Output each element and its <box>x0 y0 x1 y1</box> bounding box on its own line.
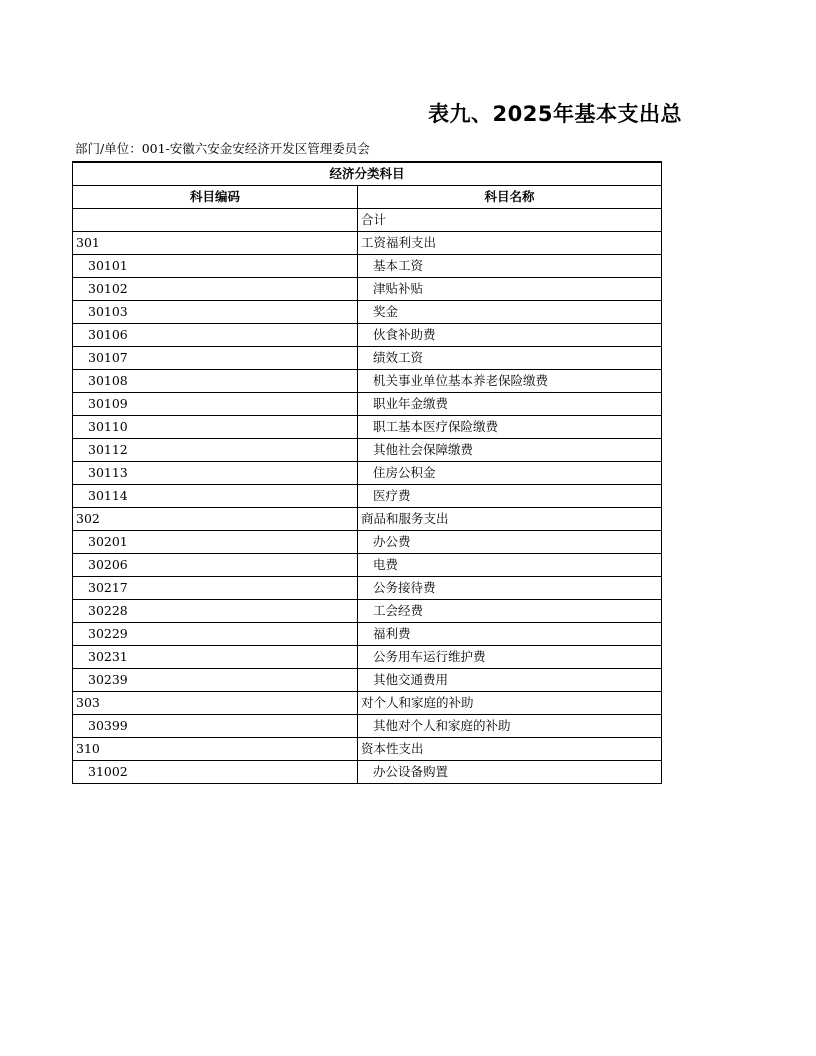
row-code: 30399 <box>73 715 358 738</box>
row-name: 医疗费 <box>358 485 662 508</box>
table-row <box>73 301 662 324</box>
row-code: 30206 <box>73 554 358 577</box>
table-row <box>73 577 662 600</box>
row-code: 301 <box>73 232 358 255</box>
row-code <box>73 209 358 232</box>
table-row <box>73 232 662 255</box>
column-header-code: 科目编码 <box>73 186 358 209</box>
row-name: 工资福利支出 <box>358 232 662 255</box>
row-name: 对个人和家庭的补助 <box>358 692 662 715</box>
table-row <box>73 600 662 623</box>
row-name: 奖金 <box>358 301 662 324</box>
row-name: 职工基本医疗保险缴费 <box>358 416 662 439</box>
row-code: 30239 <box>73 669 358 692</box>
table-row <box>73 347 662 370</box>
row-code: 30103 <box>73 301 358 324</box>
row-name: 津贴补贴 <box>358 278 662 301</box>
row-code: 30109 <box>73 393 358 416</box>
table-row <box>73 715 662 738</box>
table-row <box>73 761 662 784</box>
row-code: 30113 <box>73 462 358 485</box>
row-code: 30110 <box>73 416 358 439</box>
table-row <box>73 738 662 761</box>
row-code: 30107 <box>73 347 358 370</box>
row-name: 职业年金缴费 <box>358 393 662 416</box>
row-name: 电费 <box>358 554 662 577</box>
table-row <box>73 669 662 692</box>
row-code: 30114 <box>73 485 358 508</box>
column-header-name: 科目名称 <box>358 186 662 209</box>
row-name: 基本工资 <box>358 255 662 278</box>
table-row <box>73 485 662 508</box>
table-row <box>73 623 662 646</box>
table-row <box>73 646 662 669</box>
table-row <box>73 554 662 577</box>
row-name: 伙食补助费 <box>358 324 662 347</box>
row-name: 住房公积金 <box>358 462 662 485</box>
row-name: 公务接待费 <box>358 577 662 600</box>
row-code: 310 <box>73 738 358 761</box>
row-name: 合计 <box>358 209 662 232</box>
group-header: 经济分类科目 <box>73 162 662 186</box>
row-name: 其他社会保障缴费 <box>358 439 662 462</box>
table-row <box>73 324 662 347</box>
expenditure-table <box>72 161 662 784</box>
row-code: 30106 <box>73 324 358 347</box>
table-row <box>73 508 662 531</box>
row-name: 机关事业单位基本养老保险缴费 <box>358 370 662 393</box>
row-code: 30217 <box>73 577 358 600</box>
table-row <box>73 393 662 416</box>
row-name: 工会经费 <box>358 600 662 623</box>
row-name: 办公费 <box>358 531 662 554</box>
row-code: 30201 <box>73 531 358 554</box>
table-row <box>73 692 662 715</box>
row-code: 30231 <box>73 646 358 669</box>
row-name: 其他对个人和家庭的补助 <box>358 715 662 738</box>
row-name: 商品和服务支出 <box>358 508 662 531</box>
row-code: 30102 <box>73 278 358 301</box>
table-row <box>73 416 662 439</box>
row-name: 办公设备购置 <box>358 761 662 784</box>
row-name: 福利费 <box>358 623 662 646</box>
table-row <box>73 370 662 393</box>
table-row <box>73 278 662 301</box>
row-code: 30101 <box>73 255 358 278</box>
page-title: 表九、2025年基本支出总 <box>428 102 682 126</box>
row-code: 31002 <box>73 761 358 784</box>
row-code: 30108 <box>73 370 358 393</box>
department-unit-label: 部门/单位：001-安徽六安金安经济开发区管理委员会 <box>75 141 370 156</box>
row-name: 资本性支出 <box>358 738 662 761</box>
row-code: 302 <box>73 508 358 531</box>
row-name: 绩效工资 <box>358 347 662 370</box>
table-row <box>73 531 662 554</box>
row-code: 30228 <box>73 600 358 623</box>
row-code: 30112 <box>73 439 358 462</box>
table-row <box>73 209 662 232</box>
row-name: 其他交通费用 <box>358 669 662 692</box>
row-code: 303 <box>73 692 358 715</box>
table-row <box>73 255 662 278</box>
row-code: 30229 <box>73 623 358 646</box>
row-name: 公务用车运行维护费 <box>358 646 662 669</box>
table-row <box>73 462 662 485</box>
table-row <box>73 439 662 462</box>
